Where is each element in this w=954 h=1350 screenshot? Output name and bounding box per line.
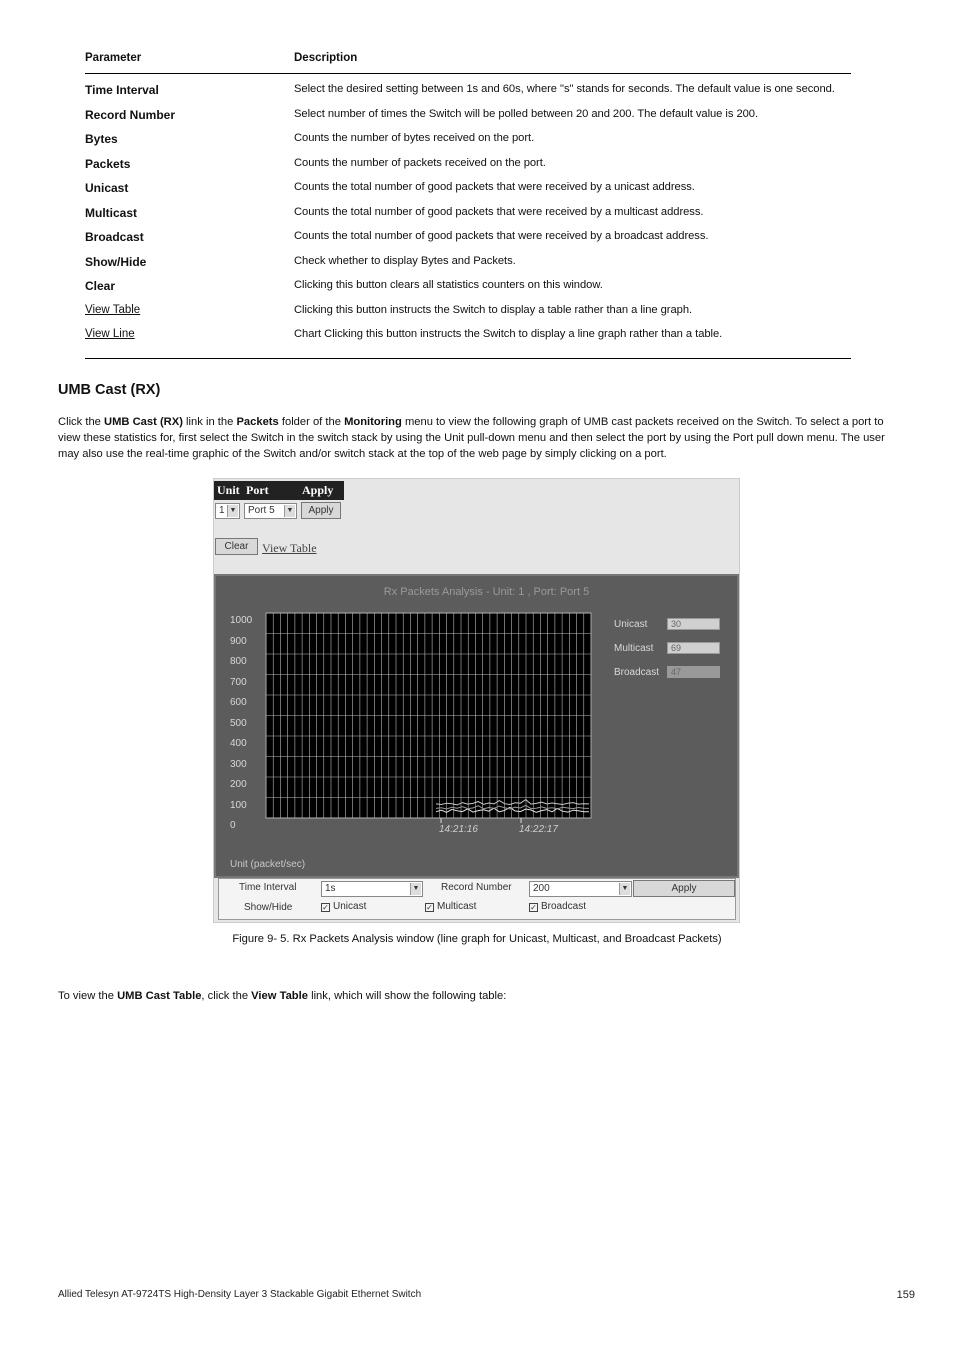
parameter-table <box>85 52 851 359</box>
footer-product-name: Allied Telesyn AT-9724TS High-Density Layer 3 Stackable Gigabit Ethernet Switch <box>58 1289 422 1300</box>
chevron-down-icon: ▼ <box>410 883 421 895</box>
header-description: Description <box>294 52 358 64</box>
clear-button[interactable]: Clear <box>215 538 258 555</box>
legend-multicast-label: Multicast <box>614 643 654 654</box>
unicast-checkbox[interactable]: ✓ Unicast <box>322 901 367 912</box>
y-tick-label: 500 <box>230 717 247 729</box>
chart-title: Rx Packets Analysis - Unit: 1 , Port: Port 5 <box>383 586 590 598</box>
parameter-table-header <box>85 52 851 74</box>
legend-unicast-value: 30 <box>667 618 720 630</box>
parameter-name[interactable]: View Table <box>85 303 141 316</box>
legend-unicast-label: Unicast <box>614 619 648 630</box>
page-number: 159 <box>896 1289 915 1301</box>
rx-packets-screenshot <box>213 478 740 923</box>
parameter-description: Chart Clicking this button instructs the Switch to display a line graph rather than a table. <box>294 328 723 340</box>
table-row <box>85 206 851 231</box>
y-tick-label: 800 <box>230 656 247 667</box>
record-number-label: Record Number <box>441 882 512 893</box>
x-tick-label: 14:22:17 <box>519 824 558 835</box>
table-row <box>85 181 851 206</box>
y-tick-label: 600 <box>230 697 247 708</box>
parameter-description: Check whether to display Bytes and Packets. <box>294 254 516 267</box>
section-title: UMB Cast (RX) <box>58 382 161 398</box>
time-interval-label: Time Interval <box>239 882 297 893</box>
apply-header: Apply <box>299 481 344 500</box>
parameter-name: Bytes <box>85 132 118 146</box>
table-row <box>85 157 851 182</box>
parameter-description: Counts the number of bytes received on the port. <box>294 132 535 144</box>
x-tick-label: 14:21:16 <box>439 824 478 835</box>
port-header: Port <box>243 481 299 500</box>
parameter-description: Counts the total number of good packets that were received by a multicast address. <box>294 205 704 218</box>
view-table-link[interactable]: View Table <box>262 541 317 555</box>
parameter-description: Counts the total number of good packets that were received by a unicast address. <box>294 181 695 193</box>
parameter-name: Multicast <box>85 205 138 220</box>
parameter-name: Unicast <box>85 181 129 195</box>
view-table-paragraph: To view the UMB Cast Table, click the View Table link, which will show the following table: <box>58 990 507 1002</box>
table-row <box>85 255 851 280</box>
show-hide-label: Show/Hide <box>244 902 293 913</box>
parameter-description: Select the desired setting between 1s and 60s, where "s" stands for seconds. The default value is one second. <box>294 83 835 95</box>
bottom-apply-button[interactable]: Apply <box>633 880 735 897</box>
checkbox-checked-icon: ✓ <box>530 903 537 912</box>
legend-broadcast-value: 47 <box>667 666 720 678</box>
port-select[interactable]: Port 5 ▼ <box>244 503 297 519</box>
legend-multicast-value: 69 <box>667 642 720 654</box>
parameter-name: Record Number <box>85 107 176 122</box>
table-row <box>85 304 851 329</box>
parameter-table-body <box>85 74 851 359</box>
table-row <box>85 132 851 157</box>
header-parameter: Parameter <box>85 52 142 64</box>
broadcast-checkbox[interactable]: ✓ Broadcast <box>530 901 587 912</box>
y-tick-label: 100 <box>230 799 247 811</box>
y-tick-label: 300 <box>230 758 247 770</box>
parameter-name[interactable]: View Line <box>85 328 135 340</box>
table-row <box>85 83 851 108</box>
y-tick-label: 700 <box>230 676 247 688</box>
table-row <box>85 108 851 133</box>
chevron-down-icon: ▼ <box>284 505 295 517</box>
parameter-name: Broadcast <box>85 230 144 244</box>
multicast-checkbox[interactable]: ✓ Multicast <box>426 901 477 912</box>
parameter-name: Packets <box>85 156 131 171</box>
apply-button[interactable]: Apply <box>301 502 341 519</box>
parameter-description: Select number of times the Switch will be polled between 20 and 200. The default value is 200. <box>294 107 759 120</box>
parameter-description: Counts the number of packets received on the port. <box>294 156 546 169</box>
table-row <box>85 279 851 304</box>
chevron-down-icon: ▼ <box>619 883 630 895</box>
chart-panel <box>214 574 739 878</box>
y-tick-label: 1000 <box>230 615 253 626</box>
chevron-down-icon: ▼ <box>227 505 238 517</box>
parameter-name: Clear <box>85 279 116 293</box>
table-row <box>85 230 851 255</box>
chart-controls-bar <box>218 878 736 920</box>
parameter-name: Time Interval <box>85 83 159 97</box>
parameter-description: Counts the total number of good packets that were received by a broadcast address. <box>294 230 709 242</box>
parameter-description: Clicking this button instructs the Switch to display a table rather than a line graph. <box>294 303 693 316</box>
legend-broadcast-label: Broadcast <box>614 667 660 678</box>
y-tick-label: 200 <box>230 779 247 790</box>
record-number-select[interactable]: 200 ▼ <box>529 881 632 897</box>
y-tick-label: 0 <box>230 820 236 831</box>
y-tick-label: 400 <box>230 738 247 749</box>
table-row <box>85 328 851 353</box>
parameter-description: Clicking this button clears all statistics counters on this window. <box>294 279 603 291</box>
unit-header: Unit <box>214 481 243 500</box>
unit-select[interactable]: 1 ▼ <box>215 503 240 519</box>
time-interval-select[interactable]: 1s ▼ <box>321 881 423 897</box>
figure-caption: Figure 9- 5. Rx Packets Analysis window (line graph for Unicast, Multicast, and Broadcast Packets) <box>232 933 722 945</box>
parameter-name: Show/Hide <box>85 254 147 269</box>
y-tick-label: 900 <box>230 635 247 647</box>
section-paragraph: Click the UMB Cast (RX) link in the Packets folder of the Monitoring menu to view the following graph of UMB cast packets received on the Switch. To select a port to view these statistics for, first select the Switch in the switch stack by using the Unit pull-down menu and then select the port by using the Port pull down menu. The user may also use the real-time graphic of the Switch and/or switch stack at the top of the web page by simply clicking on a port. <box>58 416 885 460</box>
checkbox-checked-icon: ✓ <box>322 903 329 912</box>
checkbox-checked-icon: ✓ <box>426 903 433 912</box>
y-axis-unit-label: Unit (packet/sec) <box>230 859 306 870</box>
